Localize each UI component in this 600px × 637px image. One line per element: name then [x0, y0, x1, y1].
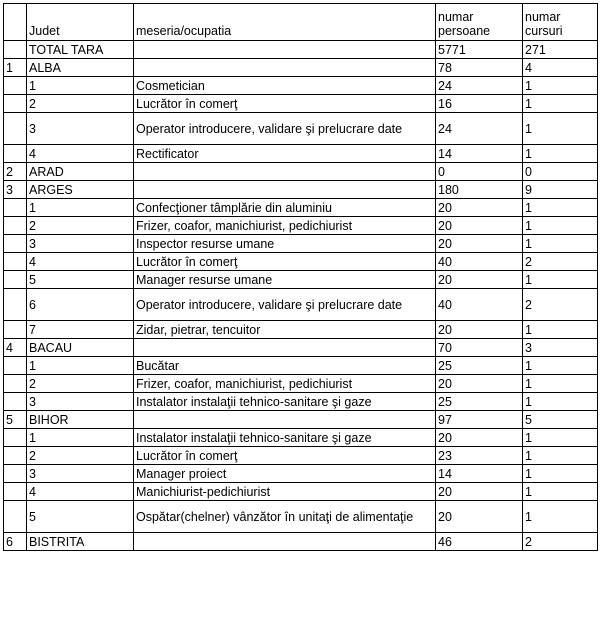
persoane-cell: 25: [436, 393, 523, 411]
cursuri-cell: 1: [523, 357, 598, 375]
cursuri-cell: 1: [523, 447, 598, 465]
cursuri-cell: 1: [523, 321, 598, 339]
county-name-cell: ARAD: [27, 163, 134, 181]
cursuri-cell: 1: [523, 375, 598, 393]
persoane-cell: 40: [436, 253, 523, 271]
occupation-cell: Ospătar(chelner) vânzător în unitaţi de alimentaţie: [134, 501, 436, 533]
row-index-cell: [4, 289, 27, 321]
item-number-cell: 1: [27, 77, 134, 95]
county-name-cell: BACAU: [27, 339, 134, 357]
occupation-row: [4, 199, 598, 217]
occupation-row: [4, 95, 598, 113]
item-number-cell: 5: [27, 501, 134, 533]
item-number-cell: 2: [27, 95, 134, 113]
occupation-row: [4, 447, 598, 465]
occupation-cell: Lucrător în comerţ: [134, 95, 436, 113]
occupation-cell: Operator introducere, validare şi prelucrare date: [134, 113, 436, 145]
persoane-cell: 16: [436, 95, 523, 113]
row-index-cell: [4, 199, 27, 217]
persoane-cell: 20: [436, 271, 523, 289]
row-index-cell: [4, 375, 27, 393]
row-index-cell: [4, 429, 27, 447]
cursuri-cell: 1: [523, 483, 598, 501]
row-index-cell: 2: [4, 163, 27, 181]
item-number-cell: 7: [27, 321, 134, 339]
persoane-cell: 97: [436, 411, 523, 429]
item-number-cell: 2: [27, 375, 134, 393]
row-index-cell: 3: [4, 181, 27, 199]
cursuri-cell: 1: [523, 235, 598, 253]
occupation-cell: Bucătar: [134, 357, 436, 375]
row-index-cell: [4, 483, 27, 501]
persoane-cell: 20: [436, 429, 523, 447]
occupation-cell: Manichiurist-pedichiurist: [134, 483, 436, 501]
occupation-cell: [134, 181, 436, 199]
occupation-cell: Instalator instalaţii tehnico-sanitare şi gaze: [134, 393, 436, 411]
county-row: [4, 181, 598, 199]
total-index-cell: [4, 41, 27, 59]
persoane-cell: 23: [436, 447, 523, 465]
occupation-row: [4, 77, 598, 95]
total-cursuri: 271: [523, 41, 598, 59]
cursuri-cell: 1: [523, 429, 598, 447]
occupation-row: [4, 321, 598, 339]
occupation-cell: Rectificator: [134, 145, 436, 163]
occupation-row: [4, 429, 598, 447]
occupation-cell: Cosmetician: [134, 77, 436, 95]
occupation-row: [4, 253, 598, 271]
item-number-cell: 4: [27, 253, 134, 271]
persoane-cell: 24: [436, 113, 523, 145]
occupation-cell: Manager proiect: [134, 465, 436, 483]
item-number-cell: 3: [27, 393, 134, 411]
occupation-cell: Frizer, coafor, manichiurist, pedichiurist: [134, 217, 436, 235]
cursuri-cell: 1: [523, 145, 598, 163]
occupation-row: [4, 217, 598, 235]
item-number-cell: 5: [27, 271, 134, 289]
header-judet: Judet: [27, 4, 134, 41]
row-index-cell: [4, 217, 27, 235]
item-number-cell: 3: [27, 235, 134, 253]
persoane-cell: 0: [436, 163, 523, 181]
occupation-row: [4, 375, 598, 393]
total-row: [4, 41, 598, 59]
county-row: [4, 59, 598, 77]
occupation-row: [4, 113, 598, 145]
row-index-cell: [4, 271, 27, 289]
row-index-cell: [4, 235, 27, 253]
persoane-cell: 14: [436, 145, 523, 163]
document-page: [3, 3, 597, 551]
persoane-cell: 24: [436, 77, 523, 95]
occupation-cell: Confecţioner tâmplărie din aluminiu: [134, 199, 436, 217]
occupation-cell: Zidar, pietrar, tencuitor: [134, 321, 436, 339]
occupation-cell: Manager resurse umane: [134, 271, 436, 289]
occupation-cell: [134, 163, 436, 181]
row-index-cell: 5: [4, 411, 27, 429]
occupation-cell: [134, 411, 436, 429]
persoane-cell: 20: [436, 235, 523, 253]
item-number-cell: 4: [27, 483, 134, 501]
occupation-row: [4, 483, 598, 501]
persoane-cell: 20: [436, 501, 523, 533]
persoane-cell: 70: [436, 339, 523, 357]
row-index-cell: [4, 357, 27, 375]
occupation-cell: Instalator instalaţii tehnico-sanitare şi gaze: [134, 429, 436, 447]
cursuri-cell: 9: [523, 181, 598, 199]
county-row: [4, 163, 598, 181]
county-name-cell: ALBA: [27, 59, 134, 77]
cursuri-cell: 1: [523, 393, 598, 411]
header-index-cell: [4, 4, 27, 41]
cursuri-cell: 1: [523, 95, 598, 113]
item-number-cell: 3: [27, 113, 134, 145]
occupation-cell: [134, 59, 436, 77]
persoane-cell: 180: [436, 181, 523, 199]
cursuri-cell: 1: [523, 465, 598, 483]
row-index-cell: [4, 393, 27, 411]
total-label: TOTAL TARA: [27, 41, 134, 59]
persoane-cell: 20: [436, 217, 523, 235]
courses-table-body: [4, 4, 598, 551]
row-index-cell: [4, 77, 27, 95]
occupation-row: [4, 289, 598, 321]
occupation-cell: [134, 339, 436, 357]
cursuri-cell: 1: [523, 271, 598, 289]
occupation-cell: Frizer, coafor, manichiurist, pedichiurist: [134, 375, 436, 393]
occupation-cell: Lucrător în comerţ: [134, 447, 436, 465]
persoane-cell: 20: [436, 199, 523, 217]
occupation-row: [4, 357, 598, 375]
occupation-cell: Lucrător în comerţ: [134, 253, 436, 271]
item-number-cell: 1: [27, 429, 134, 447]
item-number-cell: 2: [27, 217, 134, 235]
cursuri-cell: 1: [523, 77, 598, 95]
occupation-row: [4, 271, 598, 289]
table-header-row: [4, 4, 598, 41]
row-index-cell: [4, 145, 27, 163]
occupation-cell: Operator introducere, validare şi prelucrare date: [134, 289, 436, 321]
item-number-cell: 4: [27, 145, 134, 163]
cursuri-cell: 1: [523, 501, 598, 533]
occupation-cell: [134, 533, 436, 551]
row-index-cell: [4, 95, 27, 113]
county-row: [4, 533, 598, 551]
cursuri-cell: 1: [523, 113, 598, 145]
county-name-cell: ARGES: [27, 181, 134, 199]
item-number-cell: 1: [27, 357, 134, 375]
header-numar-cursuri: numar cursuri: [523, 4, 598, 41]
row-index-cell: [4, 113, 27, 145]
cursuri-cell: 1: [523, 199, 598, 217]
cursuri-cell: 2: [523, 253, 598, 271]
persoane-cell: 20: [436, 483, 523, 501]
county-name-cell: BIHOR: [27, 411, 134, 429]
row-index-cell: [4, 321, 27, 339]
row-index-cell: 1: [4, 59, 27, 77]
cursuri-cell: 2: [523, 289, 598, 321]
row-index-cell: 4: [4, 339, 27, 357]
cursuri-cell: 5: [523, 411, 598, 429]
occupation-row: [4, 465, 598, 483]
cursuri-cell: 0: [523, 163, 598, 181]
persoane-cell: 25: [436, 357, 523, 375]
header-numar-persoane: numar persoane: [436, 4, 523, 41]
occupation-row: [4, 145, 598, 163]
row-index-cell: [4, 253, 27, 271]
occupation-row: [4, 235, 598, 253]
courses-table: [3, 3, 598, 551]
cursuri-cell: 4: [523, 59, 598, 77]
item-number-cell: 1: [27, 199, 134, 217]
header-meseria: meseria/ocupatia: [134, 4, 436, 41]
cursuri-cell: 3: [523, 339, 598, 357]
persoane-cell: 40: [436, 289, 523, 321]
row-index-cell: [4, 447, 27, 465]
persoane-cell: 20: [436, 375, 523, 393]
county-row: [4, 339, 598, 357]
occupation-row: [4, 393, 598, 411]
cursuri-cell: 1: [523, 217, 598, 235]
total-persoane: 5771: [436, 41, 523, 59]
total-empty-cell: [134, 41, 436, 59]
cursuri-cell: 2: [523, 533, 598, 551]
persoane-cell: 14: [436, 465, 523, 483]
row-index-cell: [4, 465, 27, 483]
item-number-cell: 3: [27, 465, 134, 483]
persoane-cell: 46: [436, 533, 523, 551]
persoane-cell: 20: [436, 321, 523, 339]
occupation-row: [4, 501, 598, 533]
item-number-cell: 2: [27, 447, 134, 465]
row-index-cell: 6: [4, 533, 27, 551]
persoane-cell: 78: [436, 59, 523, 77]
county-row: [4, 411, 598, 429]
county-name-cell: BISTRITA: [27, 533, 134, 551]
row-index-cell: [4, 501, 27, 533]
occupation-cell: Inspector resurse umane: [134, 235, 436, 253]
item-number-cell: 6: [27, 289, 134, 321]
